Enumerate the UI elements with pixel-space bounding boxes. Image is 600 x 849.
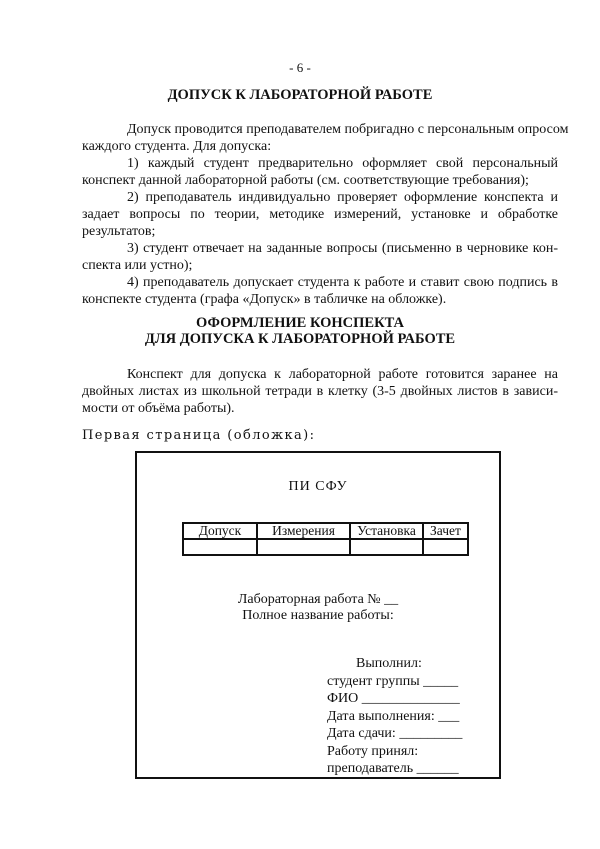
header-credit: Зачет (423, 523, 468, 539)
cell-measurements (257, 539, 350, 555)
table-row (183, 539, 468, 555)
intro-line-1: Допуск проводится преподавателем побригадно с персональным опросом (127, 122, 569, 137)
list-item-2-line-2: задает вопросы по теории, методике измерений, установке и обработке (82, 207, 558, 222)
student-group-line: студент группы _____ (327, 673, 459, 689)
list-item-2-line-1: 2) преподаватель индивидуально проверяет оформление конспекта и (127, 190, 558, 205)
section-title-notes-line-2: ДЛЯ ДОПУСКА К ЛАБОРАТОРНОЙ РАБОТЕ (144, 331, 456, 347)
list-item-1-line-1: 1) каждый студент предварительно оформляет свой персональный (127, 156, 558, 171)
cover-page-frame (135, 451, 501, 779)
list-item-4-line-1: 4) преподаватель допускает студента к работе и ставит свою подпись в (127, 275, 558, 290)
intro-line-2: каждого студента. Для допуска: (82, 139, 272, 154)
cell-setup (350, 539, 423, 555)
admission-table (182, 522, 469, 556)
accepted-by-label: Работу принял: (327, 743, 419, 759)
header-measurements: Измерения (257, 523, 350, 539)
full-work-title-label: Полное название работы: (242, 608, 394, 623)
teacher-line: преподаватель ______ (327, 761, 459, 776)
section-title-notes-line-1: ОФОРМЛЕНИЕ КОНСПЕКТА (195, 315, 405, 331)
header-setup: Установка (350, 523, 423, 539)
notes-para-line-3: мости от объёма работы). (82, 401, 235, 416)
list-item-3-line-2: спекта или устно); (82, 258, 193, 273)
cell-credit (423, 539, 468, 555)
list-item-1-line-2: конспект данной лабораторной работы (см. соответствующие требования); (82, 173, 529, 188)
header-admission: Допуск (183, 523, 257, 539)
list-item-3-line-1: 3) студент отвечает на заданные вопросы (письменно в черновике кон- (127, 241, 558, 256)
performed-by-label: Выполнил: (356, 656, 422, 671)
list-item-2-line-3: результатов; (82, 224, 156, 239)
cover-label: Первая страница (обложка): (82, 428, 316, 443)
completion-date-line: Дата выполнения: ___ (327, 708, 460, 724)
notes-para-line-1: Конспект для допуска к лабораторной работе готовится заранее на (127, 367, 558, 382)
student-name-line: ФИО ______________ (327, 691, 460, 706)
list-item-4-line-2: конспекте студента (графа «Допуск» в табличке на обложке). (82, 292, 447, 307)
table-header-row (183, 523, 468, 539)
institution-name: ПИ СФУ (288, 479, 348, 494)
submission-date-line: Дата сдачи: _________ (327, 726, 463, 741)
section-title-admission: ДОПУСК К ЛАБОРАТОРНОЙ РАБОТЕ (167, 87, 433, 103)
notes-para-line-2: двойных листах из школьной тетради в клетку (3-5 двойных листов в зависи- (82, 384, 558, 399)
lab-work-number: Лабораторная работа № __ (237, 592, 399, 607)
page-number: - 6 - (289, 60, 311, 75)
cell-admission (183, 539, 257, 555)
